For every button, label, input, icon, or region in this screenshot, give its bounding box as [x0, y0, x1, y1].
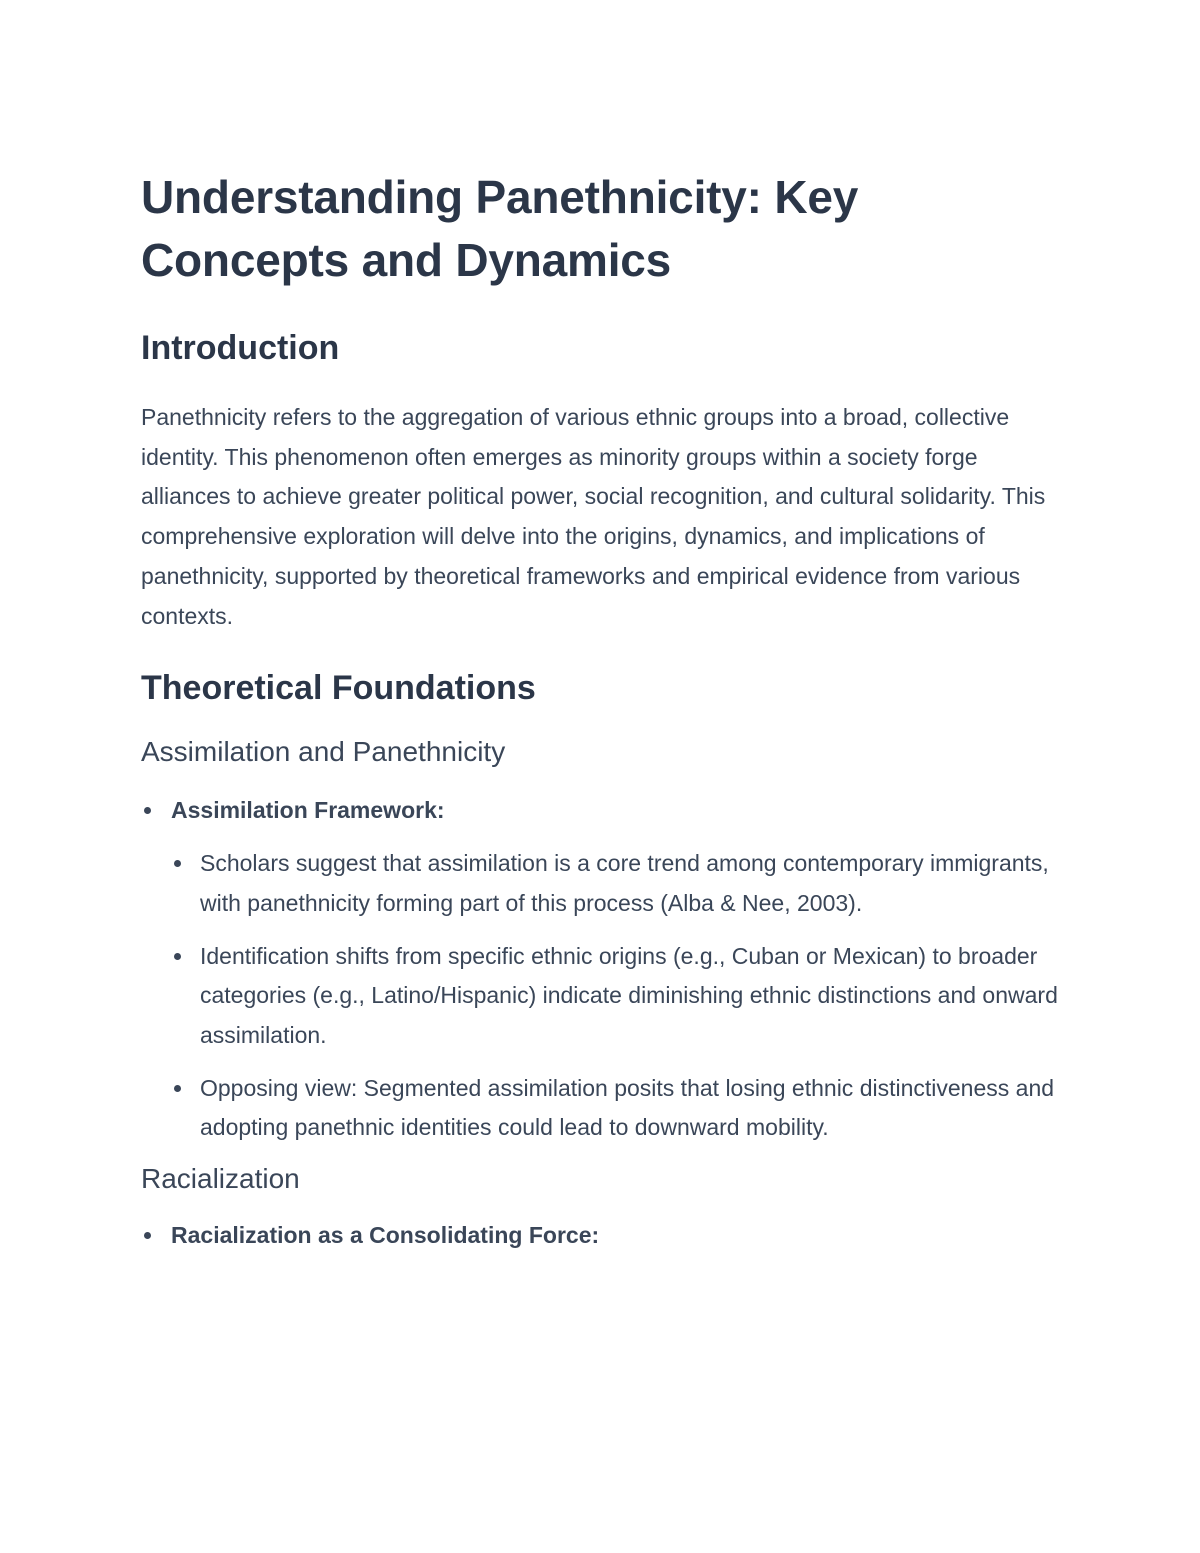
introduction-paragraph: Panethnicity refers to the aggregation of various ethnic groups into a broad, collective identity. This phenomenon often emerges as minority groups within a society forge alliances to achieve greater political power, social recognition, and cultural solidarity. This comprehensive exploration will delve into the origins, dynamics, and implications of panethnicity, supported by theoretical frameworks and empirical evidence from various contexts. [141, 404, 1046, 629]
document-page [141, 166, 1061, 1253]
sub-list-item: Opposing view: Segmented assimilation posits that losing ethnic distinctiveness and adopting panethnic identities could lead to downward mobility. [171, 1069, 1061, 1148]
document-title: Understanding Panethnicity: Key Concepts and Dynamics [141, 171, 859, 286]
section-heading-theoretical-foundations: Theoretical Foundations [141, 669, 536, 708]
sub-list-item: Scholars suggest that assimilation is a core trend among contemporary immigrants, with panethnicity forming part of this process (Alba & Nee, 2003). [171, 844, 1061, 923]
list-item-label: Assimilation Framework: [171, 797, 445, 824]
list-item [141, 792, 1061, 1148]
list-item [141, 1217, 1061, 1253]
sub-list-item: Identification shifts from specific ethnic origins (e.g., Cuban or Mexican) to broader categories (e.g., Latino/Hispanic) indicate diminishing ethnic distinctions and onward assimilation. [171, 937, 1061, 1056]
racialization-list [141, 1217, 1061, 1253]
sub-list [171, 844, 1061, 1148]
section-heading-introduction: Introduction [141, 329, 340, 367]
list-item-label: Racialization as a Consolidating Force: [171, 1222, 600, 1249]
assimilation-list [141, 792, 1061, 1148]
subsection-heading-racialization: Racialization [141, 1163, 300, 1195]
subsection-heading-assimilation: Assimilation and Panethnicity [141, 736, 506, 768]
